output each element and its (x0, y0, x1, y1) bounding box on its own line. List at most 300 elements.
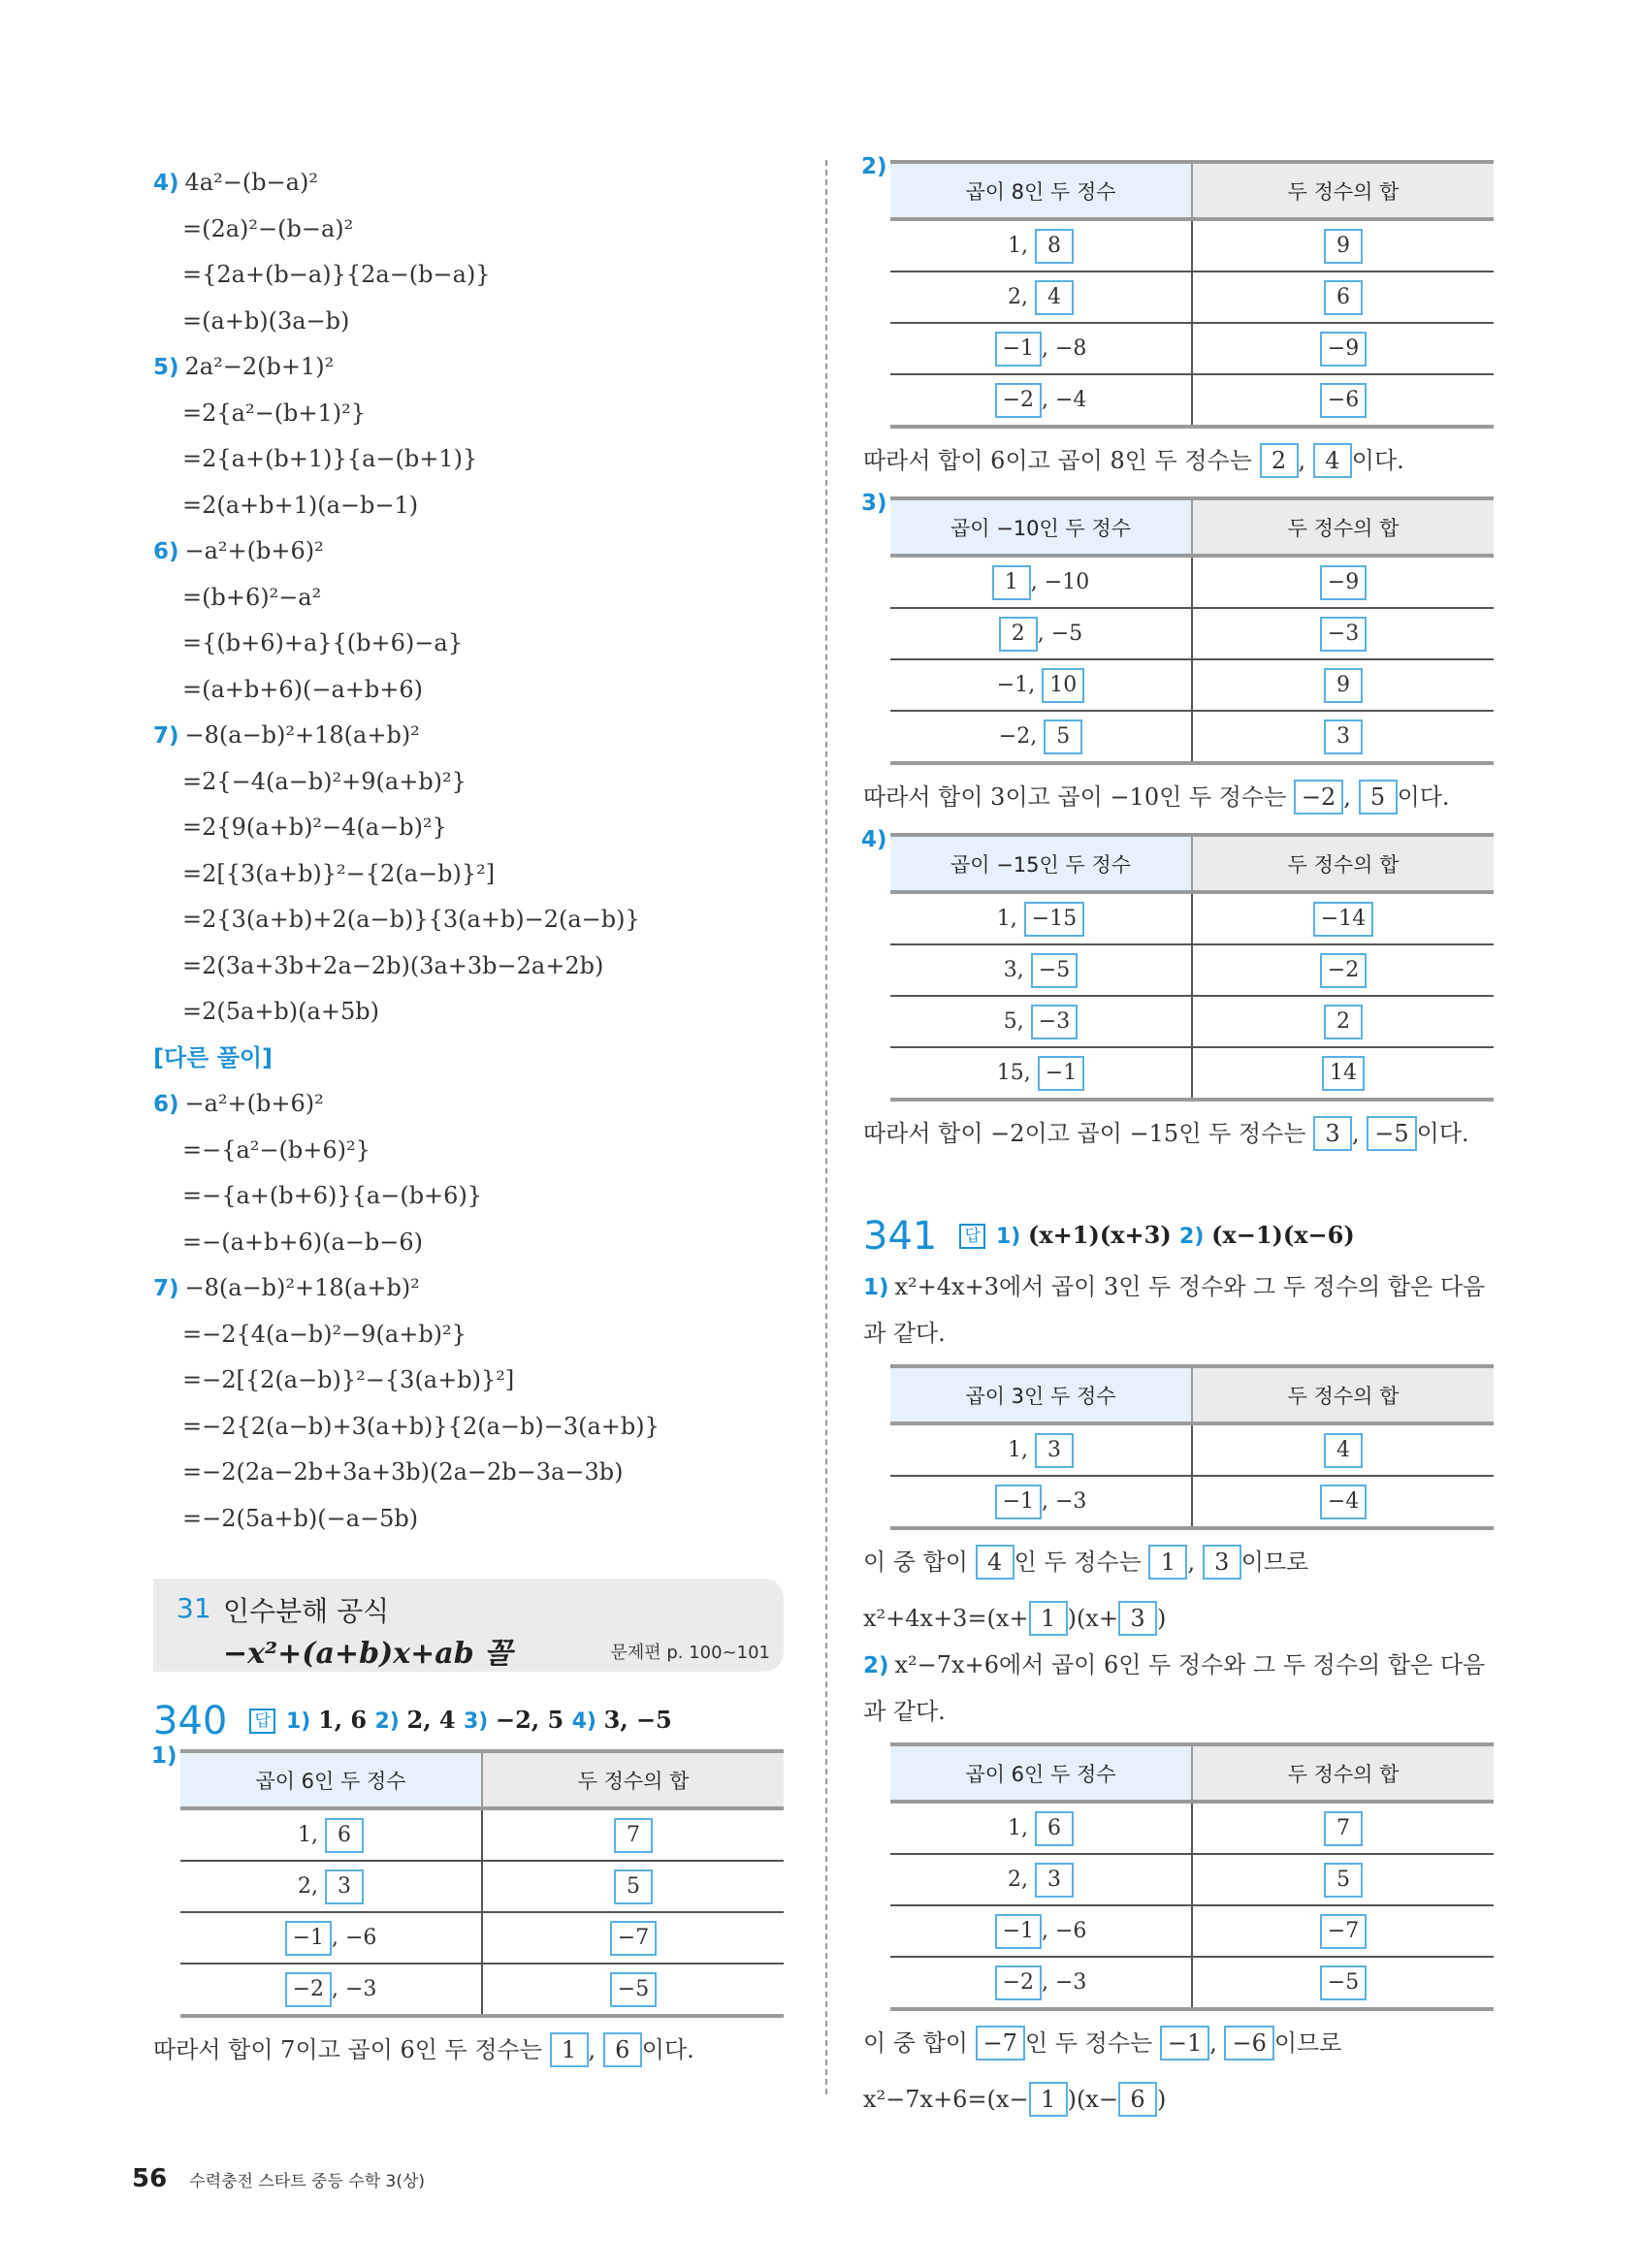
header-sum: 두 정수의 합 (1192, 835, 1494, 892)
answer-box: −9 (1320, 565, 1367, 600)
sum-cell (1192, 944, 1494, 996)
sum-cell (1192, 1905, 1494, 1957)
pair-cell (180, 1861, 482, 1912)
pair-cell (890, 892, 1192, 944)
math-line (153, 1173, 784, 1220)
answer-box: −1 (995, 1485, 1042, 1519)
answer-box: −1 (1038, 1056, 1084, 1091)
math-expression: =(2a)²−(b−a)² (182, 214, 354, 242)
conclusion-line (863, 1538, 1494, 1586)
sum-cell (482, 1912, 784, 1964)
pair-text: 1, (996, 906, 1024, 931)
sum-cell (1192, 711, 1494, 763)
table-label: 4) (861, 827, 887, 852)
pair-cell (180, 1808, 482, 1861)
pair-text: 1, (1008, 1437, 1035, 1462)
pair-table (890, 496, 1494, 765)
math-line (153, 667, 784, 714)
answer-value: 3, −5 (603, 1706, 672, 1734)
answer-box: −7 (610, 1921, 657, 1956)
pair-text: , −4 (1042, 387, 1087, 412)
math-line (153, 897, 784, 943)
answer-box: −1 (1160, 2026, 1209, 2060)
math-line (153, 391, 784, 437)
answer-box: 3 (1118, 1601, 1157, 1636)
item-number: 7) (153, 1276, 179, 1301)
table-header-row (890, 1366, 1494, 1423)
header-sum: 두 정수의 합 (1192, 498, 1494, 556)
answer-box: −2 (1320, 953, 1367, 988)
answer-box: −6 (1320, 383, 1367, 418)
item-number: 6) (153, 1092, 179, 1117)
math-line (153, 1312, 784, 1358)
sum-cell (1192, 1854, 1494, 1905)
sum-cell (1192, 996, 1494, 1047)
math-line (153, 759, 784, 806)
table-6-wrap (863, 1742, 1494, 2011)
answer-box: 8 (1035, 229, 1074, 264)
pair-text: −1, (996, 672, 1043, 697)
table-header-row (890, 835, 1494, 892)
text: 이다. (1397, 783, 1450, 811)
answer-box: 2 (1324, 1005, 1363, 1039)
answer-value: 2, 4 (406, 1706, 456, 1734)
answer-box: 1 (992, 565, 1031, 600)
math-expression: =2{−4(a−b)²+9(a+b)²} (182, 767, 467, 795)
pair-text: , −3 (1042, 1488, 1087, 1514)
left-column (153, 160, 784, 2074)
sum-cell (1192, 892, 1494, 944)
table-row (890, 374, 1494, 427)
math-line (153, 299, 784, 345)
math-expression: =−{a+(b+6)}{a−(b+6)} (182, 1182, 483, 1209)
math-line (153, 805, 784, 851)
math-line (153, 1450, 784, 1496)
answer-value: (x−1)(x−6) (1211, 1221, 1355, 1249)
text: , (1352, 1120, 1368, 1147)
step-2-line-1: 2) x²−7x+6에서 곱이 6인 두 정수와 그 두 정수의 합은 다음 (863, 1651, 1486, 1678)
answer-badge: 답 (959, 1224, 984, 1249)
column-divider (825, 160, 827, 2094)
sum-cell (1192, 1047, 1494, 1100)
book-title: 수력충전 스타트 중등 수학 3(상) (189, 2172, 426, 2191)
pair-text: 2, (1008, 284, 1035, 309)
sum-cell (482, 1964, 784, 2016)
answer-box: 1 (1148, 1545, 1187, 1580)
pair-text: , −3 (332, 1976, 377, 2001)
pair-cell (890, 219, 1192, 272)
answer-box: 3 (1203, 1545, 1241, 1580)
sum-cell (482, 1861, 784, 1912)
answer-box: 4 (1324, 1433, 1363, 1468)
answer-value: (x+1)(x+3) (1028, 1221, 1172, 1249)
answer-box: −2 (285, 1972, 332, 2007)
pair-text: 3, (1003, 957, 1031, 982)
pair-text: , −6 (1042, 1918, 1087, 1943)
table-row (180, 1964, 784, 2016)
math-line (153, 436, 784, 483)
header-sum: 두 정수의 합 (1192, 162, 1494, 219)
table-row (180, 1861, 784, 1912)
table-row (890, 556, 1494, 608)
answer-box: 10 (1042, 668, 1084, 703)
table-label: 3) (861, 491, 887, 516)
answer-box: −15 (1024, 902, 1084, 937)
math-expression: ={(b+6)+a}{(b+6)−a} (182, 629, 463, 656)
answer-box: 1 (1029, 1601, 1068, 1636)
table-2-wrap (861, 154, 1494, 429)
pair-cell (180, 1964, 482, 2016)
pair-text: 1, (1008, 233, 1035, 258)
table-5-wrap (863, 1364, 1494, 1530)
table-3-wrap (861, 491, 1494, 765)
answer-box: 14 (1322, 1056, 1365, 1091)
math-expression: =2{3(a+b)+2(a−b)}{3(a+b)−2(a−b)} (182, 906, 640, 933)
answer-box: 2 (1260, 443, 1299, 478)
answer-box: 5 (1324, 1863, 1363, 1898)
math-line (153, 483, 784, 529)
answer-box: −5 (1031, 953, 1078, 988)
math-line (153, 1496, 784, 1543)
pair-cell (890, 272, 1192, 323)
conclusion-line (153, 2026, 784, 2074)
sum-cell (1192, 374, 1494, 427)
pair-table (890, 1742, 1494, 2011)
answer-badge: 답 (249, 1709, 274, 1734)
text: )(x+ (1067, 1605, 1118, 1632)
sum-cell (482, 1808, 784, 1861)
answer-box: −9 (1320, 332, 1367, 367)
step-1-line-2: 과 같다. (863, 1319, 946, 1347)
pair-cell (890, 711, 1192, 763)
conclusion-line (863, 1109, 1494, 1158)
answer-box: −3 (1031, 1005, 1078, 1039)
answer-key: 3) (463, 1709, 497, 1734)
pair-cell (890, 944, 1192, 996)
header-pairs: 곱이 3인 두 정수 (890, 1366, 1192, 1423)
pair-text: 15, (996, 1060, 1038, 1085)
sum-cell (1192, 608, 1494, 659)
answer-box: −7 (976, 2026, 1025, 2060)
answer-box: 5 (614, 1869, 653, 1904)
table-header-row (890, 498, 1494, 556)
answer-box: 4 (976, 1545, 1014, 1580)
math-line (153, 252, 784, 299)
page-number: 56 (132, 2164, 168, 2193)
sum-cell (1192, 1957, 1494, 2009)
answer-box: 7 (1324, 1811, 1363, 1846)
text: , (588, 2036, 603, 2063)
math-expression: =−2[{2(a−b)}²−{3(a+b)}²] (182, 1366, 515, 1393)
table-header-row (180, 1751, 784, 1808)
answer-value: 1, 6 (318, 1706, 368, 1734)
factorization-line (863, 2075, 1494, 2124)
math-expression: =(a+b+6)(−a+b+6) (182, 675, 423, 703)
answer-box: 9 (1324, 229, 1363, 264)
answer-box: −5 (610, 1972, 657, 2007)
pair-text: 2, (1008, 1867, 1035, 1892)
pair-text: 2, (298, 1873, 325, 1899)
answer-key: 2) (374, 1709, 407, 1734)
text: , (1209, 2029, 1225, 2057)
answer-box: −5 (1320, 1965, 1367, 2000)
answer-box: −6 (1224, 2026, 1273, 2060)
table-header-row (890, 1744, 1494, 1802)
pair-table (890, 1364, 1494, 1530)
math-line (153, 1404, 784, 1451)
sum-cell (1192, 1423, 1494, 1476)
math-line (153, 1220, 784, 1266)
text: 이므로 (1240, 1549, 1309, 1576)
table-row (890, 1476, 1494, 1528)
math-expression: =−{a²−(b+6)²} (182, 1135, 370, 1164)
answer-box: 6 (1035, 1811, 1074, 1846)
table-row (890, 892, 1494, 944)
answer-box: −2 (995, 1965, 1042, 2000)
answer-box: 6 (325, 1818, 364, 1853)
table-row (180, 1808, 784, 1861)
text: 따라서 합이 7이고 곱이 6인 두 정수는 (153, 2036, 550, 2063)
math-line (153, 943, 784, 990)
step-1-line-1: 1) x²+4x+3에서 곱이 3인 두 정수와 그 두 정수의 합은 다음 (863, 1273, 1486, 1300)
table-row (890, 659, 1494, 711)
answer-key: 1) (995, 1225, 1029, 1249)
answer-box: 6 (1324, 280, 1363, 315)
text: , (1187, 1549, 1203, 1576)
conclusion-line (863, 436, 1494, 485)
math-line (153, 1358, 784, 1404)
answer-box: −2 (995, 383, 1042, 418)
solution-lines (153, 160, 784, 1036)
problem-book-reference: 문제편 p. 100~101 (610, 1643, 770, 1663)
pair-cell (890, 1854, 1192, 1905)
math-expression: −8(a−b)²+18(a+b)² (184, 721, 420, 749)
text: 인 두 정수는 (1014, 1549, 1149, 1576)
text: x²−7x+6=(x− (863, 2086, 1029, 2113)
pair-cell (890, 1905, 1192, 1957)
text: 따라서 합이 −2이고 곱이 −15인 두 정수는 (863, 1120, 1314, 1147)
answer-box: −2 (1294, 780, 1343, 815)
answer-box: 1 (1029, 2082, 1068, 2117)
pair-text: , −5 (1037, 621, 1083, 646)
sum-cell (1192, 659, 1494, 711)
text: 이 중 합이 (863, 2029, 976, 2057)
math-line (153, 713, 784, 759)
math-expression: ={2a+(b−a)}{2a−(b−a)} (182, 261, 491, 288)
pair-text: , −6 (332, 1925, 377, 1950)
header-pairs: 곱이 6인 두 정수 (890, 1744, 1192, 1802)
table-row (890, 272, 1494, 323)
answer-box: 6 (1118, 2082, 1157, 2117)
answer-box: 1 (550, 2032, 589, 2067)
section-banner (153, 1579, 784, 1672)
item-number: 6) (153, 539, 179, 564)
math-expression: =−2(5a+b)(−a−5b) (182, 1504, 419, 1532)
answer-box: −14 (1313, 902, 1373, 937)
answer-box: 3 (1313, 1116, 1352, 1151)
pair-cell (890, 1476, 1192, 1528)
math-expression: −a²+(b+6)² (184, 537, 324, 564)
answer-summary (996, 1221, 1355, 1249)
text: 따라서 합이 6이고 곱이 8인 두 정수는 (863, 447, 1260, 474)
pair-cell (180, 1912, 482, 1964)
section-formula: −x²+(a+b)x+ab 꼴 (223, 1637, 513, 1671)
text: x²+4x+3=(x+ (863, 1605, 1029, 1632)
math-expression: =2{9(a+b)²−4(a−b)²} (182, 814, 447, 841)
answer-box: 3 (1035, 1433, 1074, 1468)
table-row (890, 944, 1494, 996)
table-row (890, 219, 1494, 272)
table-row (890, 1957, 1494, 2009)
table-row (890, 1802, 1494, 1854)
item-number: 4) (153, 171, 179, 196)
text: 이므로 (1273, 2029, 1342, 2057)
header-pairs: 곱이 6인 두 정수 (180, 1751, 482, 1808)
item-number: 7) (153, 723, 179, 749)
math-expression: =(a+b)(3a−b) (182, 306, 350, 335)
alt-solution-label: [다른 풀이] (153, 1043, 274, 1071)
math-expression: 4a²−(b−a)² (184, 169, 318, 196)
table-row (890, 1047, 1494, 1100)
text: 이다. (1351, 447, 1404, 474)
answer-box: 7 (614, 1818, 653, 1853)
table-row (890, 1854, 1494, 1905)
pair-text: , −3 (1042, 1969, 1087, 1995)
answer-box: −7 (1320, 1914, 1367, 1949)
answer-box: 3 (1035, 1863, 1074, 1898)
math-expression: =(b+6)²−a² (182, 583, 322, 611)
right-column (861, 154, 1494, 2124)
sum-cell (1192, 272, 1494, 323)
math-expression: 2a²−2(b+1)² (184, 353, 335, 380)
math-line (153, 851, 784, 898)
answer-box: 4 (1035, 280, 1074, 315)
math-line (153, 575, 784, 622)
math-line (153, 1128, 784, 1174)
problem-number: 340 (153, 1699, 228, 1743)
pair-text: 5, (1003, 1008, 1031, 1034)
problem-340-header (153, 1691, 784, 1749)
section-number: 31 (177, 1592, 211, 1624)
text: ) (1156, 1605, 1167, 1632)
pair-table (180, 1749, 784, 2018)
math-line (153, 528, 784, 575)
math-line (153, 989, 784, 1036)
answer-key: 2) (1179, 1225, 1212, 1249)
answer-key: 4) (571, 1709, 604, 1734)
table-row (890, 1423, 1494, 1476)
math-expression: =2(5a+b)(a+5b) (182, 998, 379, 1025)
header-sum: 두 정수의 합 (482, 1751, 784, 1808)
header-pairs: 곱이 8인 두 정수 (890, 162, 1192, 219)
math-expression: =2[{3(a+b)}²−{2(a−b)}²] (182, 859, 496, 887)
pair-table (890, 160, 1494, 429)
pair-cell (890, 556, 1192, 608)
table-label: 2) (861, 154, 887, 179)
conclusion-line (863, 773, 1494, 821)
header-pairs: 곱이 −10인 두 정수 (890, 498, 1192, 556)
pair-table (890, 833, 1494, 1102)
table-row (180, 1912, 784, 1964)
pair-text: −2, (998, 723, 1045, 749)
sum-cell (1192, 219, 1494, 272)
answer-box: 3 (325, 1869, 364, 1904)
answer-box: −3 (1320, 617, 1367, 652)
text: , (1343, 783, 1359, 811)
math-line (153, 1265, 784, 1312)
pair-text: 1, (1008, 1815, 1035, 1840)
table-4-wrap (861, 827, 1494, 1102)
answer-box: −1 (995, 1914, 1042, 1949)
pair-cell (890, 608, 1192, 659)
math-expression: =2{a²−(b+1)²} (182, 399, 367, 427)
text: )(x− (1067, 2086, 1118, 2113)
text: , (1298, 447, 1313, 474)
answer-value: −2, 5 (496, 1706, 564, 1734)
math-line (153, 621, 784, 667)
answer-box: 6 (603, 2032, 642, 2067)
pair-cell (890, 996, 1192, 1047)
answer-box: 5 (1044, 719, 1082, 754)
pair-text: , −8 (1042, 335, 1087, 361)
problem-number: 341 (863, 1214, 938, 1259)
answer-box: 4 (1313, 443, 1352, 478)
table-row (890, 608, 1494, 659)
math-line (153, 207, 784, 253)
answer-box: −1 (285, 1921, 332, 1956)
answer-box: 5 (1359, 780, 1398, 815)
math-expression: =2(3a+3b+2a−2b)(3a+3b−2a+2b) (182, 951, 604, 979)
pair-cell (890, 1802, 1192, 1854)
pair-cell (890, 323, 1192, 374)
pair-text: 1, (298, 1822, 325, 1847)
table-1-wrap (151, 1743, 784, 2018)
math-expression: =−2{4(a−b)²−9(a+b)²} (182, 1320, 467, 1348)
math-expression: =2{a+(b+1)}{a−(b+1)} (182, 445, 478, 472)
table-label: 1) (151, 1743, 177, 1769)
answer-summary (286, 1706, 672, 1734)
pair-cell (890, 374, 1192, 427)
conclusion-line (863, 2019, 1494, 2067)
sum-cell (1192, 556, 1494, 608)
answer-box: −5 (1367, 1116, 1416, 1151)
text: 이다. (1416, 1120, 1469, 1147)
pair-cell (890, 1047, 1192, 1100)
text: 이 중 합이 (863, 1549, 976, 1576)
math-line (153, 1081, 784, 1128)
header-sum: 두 정수의 합 (1192, 1744, 1494, 1802)
table-row (890, 996, 1494, 1047)
text: 따라서 합이 3이고 곱이 −10인 두 정수는 (863, 783, 1294, 811)
math-expression: −a²+(b+6)² (184, 1090, 324, 1117)
problem-341-header (863, 1206, 1494, 1264)
alt-solution-lines (153, 1081, 784, 1542)
pair-cell (890, 659, 1192, 711)
math-expression: =−(a+b+6)(a−b−6) (182, 1228, 423, 1256)
math-line (153, 160, 784, 207)
pair-cell (890, 1957, 1192, 2009)
answer-box: −4 (1320, 1485, 1367, 1519)
answer-box: 2 (999, 617, 1038, 652)
section-title: 인수분해 공식 (223, 1595, 390, 1627)
pair-text: , −10 (1030, 569, 1090, 594)
sum-cell (1192, 1476, 1494, 1528)
pair-cell (890, 1423, 1192, 1476)
answer-key: 1) (285, 1709, 319, 1734)
math-expression: =−2(2a−2b+3a+3b)(2a−2b−3a−3b) (182, 1458, 624, 1485)
text: 인 두 정수는 (1025, 2029, 1160, 2057)
math-line (153, 344, 784, 391)
